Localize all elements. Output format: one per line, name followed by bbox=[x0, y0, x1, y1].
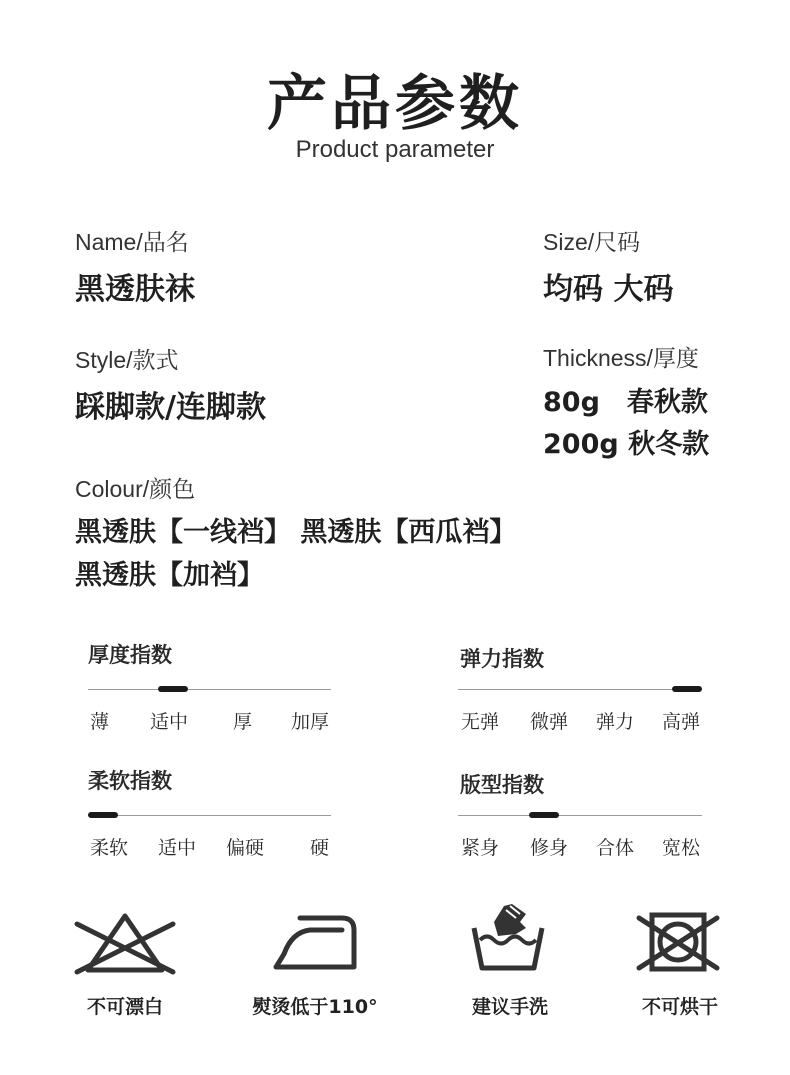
softness-tick-1: 柔软 bbox=[90, 837, 129, 859]
softness-tick-4: 硬 bbox=[310, 837, 330, 859]
fit-tick-1: 紧身 bbox=[461, 837, 500, 859]
softness-tick-3: 偏硬 bbox=[226, 837, 265, 859]
thickness-index-track bbox=[88, 689, 331, 690]
fit-tick-3: 合体 bbox=[596, 837, 635, 859]
size-label: Size/尺码 bbox=[543, 229, 641, 255]
softness-index-marker bbox=[88, 812, 118, 818]
fit-tick-4: 宽松 bbox=[662, 837, 701, 859]
iron-low-label: 熨烫低于110° bbox=[252, 996, 378, 1018]
elasticity-tick-2: 微弹 bbox=[530, 711, 569, 733]
page-title: 产品参数 bbox=[267, 69, 523, 139]
elasticity-index-marker bbox=[672, 686, 702, 692]
thickness-value-2: 200g 秋冬款 bbox=[543, 429, 710, 460]
colour-value-1: 黑透肤【一线裆】 黑透肤【西瓜裆】 bbox=[75, 517, 517, 548]
fit-index-track bbox=[458, 815, 702, 816]
style-label: Style/款式 bbox=[75, 347, 179, 373]
elasticity-tick-4: 高弹 bbox=[662, 711, 701, 733]
fit-tick-2: 修身 bbox=[530, 837, 569, 859]
no-bleach-icon bbox=[74, 910, 176, 976]
thickness-label: Thickness/厚度 bbox=[543, 345, 699, 371]
thickness-tick-4: 加厚 bbox=[291, 711, 330, 733]
softness-tick-2: 适中 bbox=[158, 837, 197, 859]
thickness-index-title: 厚度指数 bbox=[88, 643, 172, 667]
no-bleach-label: 不可漂白 bbox=[86, 996, 163, 1018]
elasticity-tick-3: 弹力 bbox=[596, 711, 635, 733]
hand-wash-icon bbox=[470, 900, 546, 972]
no-tumble-dry-label: 不可烘干 bbox=[641, 996, 718, 1018]
thickness-index-marker bbox=[158, 686, 188, 692]
hand-wash-label: 建议手洗 bbox=[471, 996, 548, 1018]
elasticity-index-title: 弹力指数 bbox=[460, 647, 544, 671]
colour-value-2: 黑透肤【加裆】 bbox=[75, 560, 264, 591]
size-value: 均码 大码 bbox=[543, 272, 674, 307]
elasticity-tick-1: 无弹 bbox=[461, 711, 500, 733]
page-subtitle: Product parameter bbox=[295, 136, 495, 163]
iron-low-icon bbox=[270, 912, 360, 972]
colour-label: Colour/颜色 bbox=[75, 476, 196, 502]
fit-index-marker bbox=[529, 812, 559, 818]
name-value: 黑透肤袜 bbox=[75, 272, 195, 307]
softness-index-title: 柔软指数 bbox=[88, 769, 172, 793]
thickness-value-1: 80g 春秋款 bbox=[543, 387, 708, 418]
fit-index-title: 版型指数 bbox=[460, 773, 544, 797]
no-tumble-dry-icon bbox=[636, 910, 720, 976]
name-label: Name/品名 bbox=[75, 229, 189, 255]
elasticity-index-track bbox=[458, 689, 702, 690]
style-value: 踩脚款/连脚款 bbox=[75, 390, 266, 425]
softness-index-track bbox=[88, 815, 331, 816]
thickness-tick-1: 薄 bbox=[90, 711, 110, 733]
thickness-tick-2: 适中 bbox=[150, 711, 189, 733]
thickness-tick-3: 厚 bbox=[233, 711, 253, 733]
